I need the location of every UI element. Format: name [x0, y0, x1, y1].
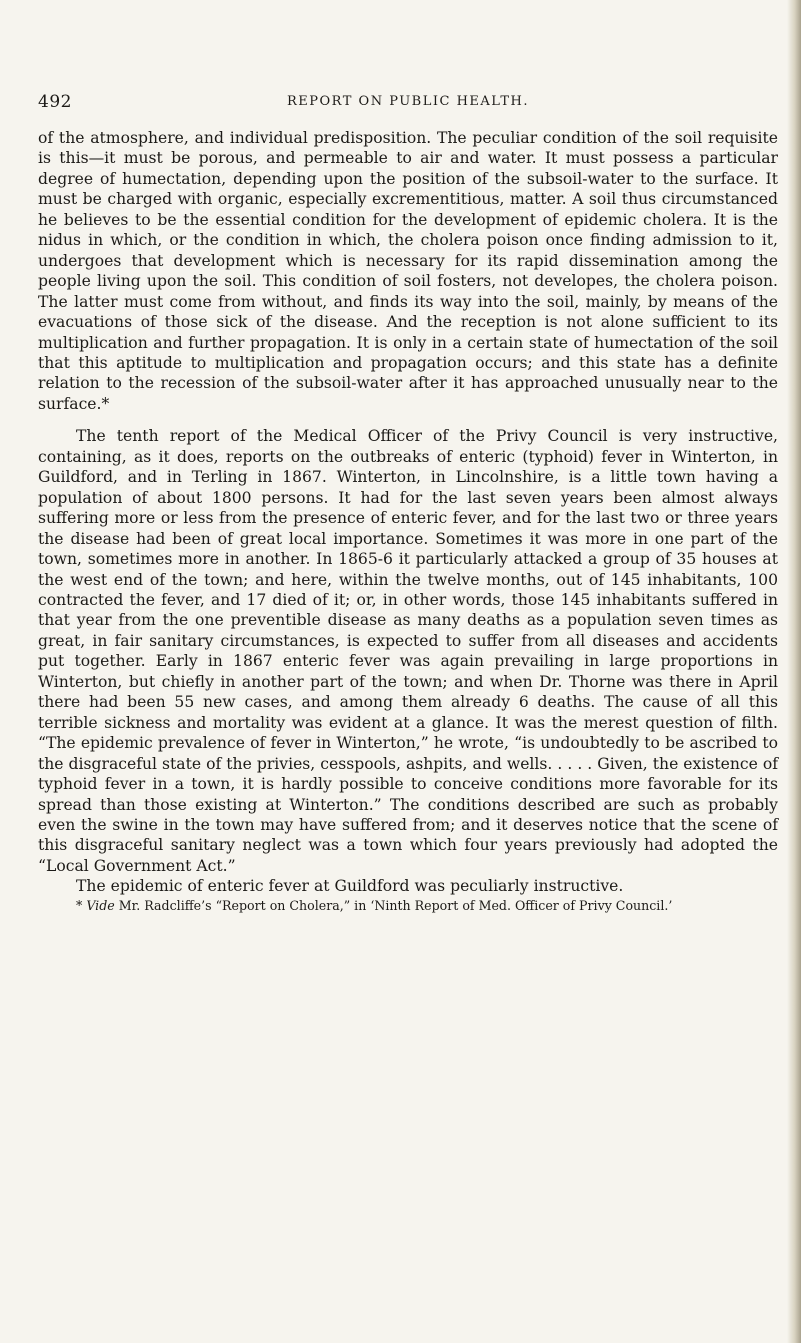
footnote-vide: Vide — [86, 897, 115, 913]
paragraph-tenth-report: The tenth report of the Medical Officer of the Privy Council is very instructive, containing, as it does, reports on the outbreaks of enteric (typhoid) fever in Winterton, in Guildford, and in Terling in 1867. Winterton, in Lincolnshire, is a little town having a population of about 1800 persons. It had for the last seven years been almost always suffering more or less from the presence of enteric fever, and for the last two or three years the disease had been of great local importance. Sometimes it was more in one part of the town, sometimes more in another. In 1865-6 it particularly attacked a group of 35 houses at the west end of the town; and here, within the twelve months, out of 145 inhabitants, 100 contracted the fever, and 17 died of it; or, in other words, those 145 inhabitants suffered in that year from the one preventible disease as many deaths as a population seven times as great, in fair sanitary circumstances, is expected to suffer from all diseases and accidents put together. Early in 1867 enteric fever was again prevailing in large proportions in Winterton, but chiefly in another part of the town; and when Dr. Thorne was there in April there had been 55 new cases, and among them already 6 deaths. The cause of all this terrible sickness and mortality was evident at a glance. It was the merest question of filth. “The epidemic prevalence of fever in Winterton,” he wrote, “is undoubtedly to be ascribed to the disgraceful state of the privies, cesspools, ashpits, and wells. . . . . Given, the existence of typhoid fever in a town, it is hardly possible to conceive conditions more favorable for its spread than those existing at Winterton.” The conditions described are such as probably even the swine in the town may have suffered from; and it deserves notice that the scene of this disgraceful sanitary neglect was a town which four years previously had adopted the “Local Government Act.” — [38, 427, 778, 875]
page-edge-shadow — [787, 0, 801, 1343]
running-head: REPORT ON PUBLIC HEALTH. — [286, 94, 529, 109]
footnote — [38, 897, 778, 914]
paragraph-guildford: The epidemic of enteric fever at Guildford was peculiarly instructive. — [76, 877, 624, 896]
page-number: 492 — [38, 92, 72, 112]
footnote-text: Mr. Radcliffe’s “Report on Cholera,” in ‘Ninth Report of Med. Officer of Privy Council.’ — [114, 897, 673, 913]
paragraph-continuation: of the atmosphere, and individual predisposition. The peculiar condition of the soil requisite is this—it must be porous, and permeable to air and water. It must possess a particular degree of humectation, depending upon the position of the subsoil-water to the surface. It must be charged with organic, especially excrementitious, matter. A soil thus circumstanced he believes to be the essential condition for the development of epidemic cholera. It is the nidus in which, or the condition in which, the cholera poison once finding admission to it, undergoes that development which is necessary for its rapid dissemination among the people living upon the soil. This condition of soil fosters, not developes, the cholera poison. The latter must come from without, and finds its way into the soil, mainly, by means of the evacuations of those sick of the disease. And the reception is not alone sufficient to its multiplication and further propagation. It is only in a certain state of humectation of the soil that this aptitude to multiplication and propagation occurs; and this state has a definite relation to the recession of the subsoil-water after it has approached unusually near to the surface.* — [38, 129, 778, 413]
paragraph-gap — [38, 414, 778, 426]
page-header — [38, 92, 778, 114]
footnote-marker: * — [76, 897, 87, 913]
body-text — [38, 128, 778, 914]
